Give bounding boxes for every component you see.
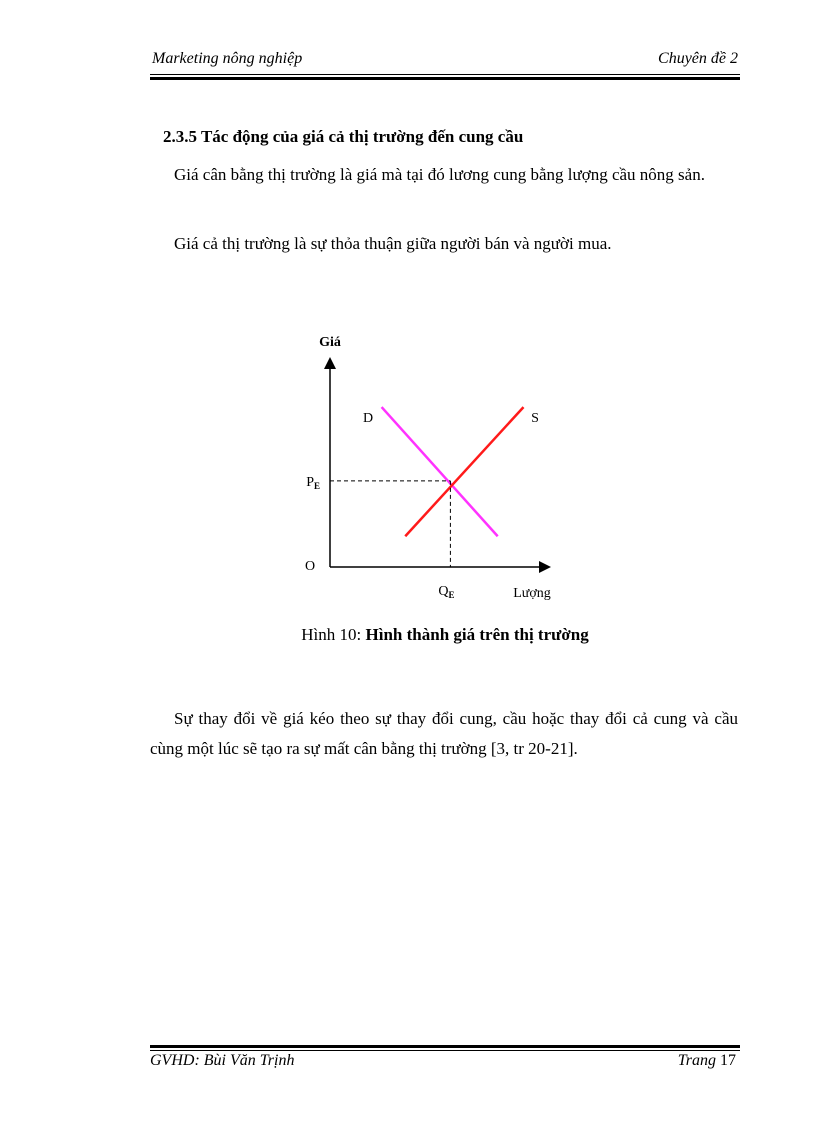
paragraph-market-price: Giá cả thị trường là sự thỏa thuận giữa người bán và người mua. [174, 234, 612, 253]
supply-demand-chart [290, 320, 570, 610]
equilibrium-quantity-label: $Q_E$ [438, 584, 455, 600]
caption-prefix: Hình 10: [301, 625, 366, 644]
header-title: Marketing nông nghiệp [152, 50, 303, 67]
page-footer [150, 1052, 736, 1070]
origin-label: O [304, 559, 316, 574]
supply-line [405, 407, 523, 536]
paragraph-equilibrium: Giá cân bằng thị trường là giá mà tại đó lương cung bằng lượng cầu nông sản. [174, 165, 705, 184]
page-header [152, 50, 738, 68]
header-rule-thick [150, 77, 740, 80]
page-number: 17 [720, 1052, 736, 1069]
x-axis-label: Lượng [513, 586, 551, 601]
footer-rule-thick [150, 1045, 740, 1048]
footer-rule-thin [150, 1050, 740, 1051]
figure-caption [300, 623, 590, 647]
section-heading: 2.3.5 Tác động của giá cả thị trường đến cung cầu [163, 127, 524, 146]
y-axis-label: Giá [319, 335, 341, 350]
footer-page [678, 1052, 736, 1070]
demand-line [382, 407, 498, 536]
footer-supervisor: GVHD: Bùi Văn Trịnh [150, 1052, 295, 1069]
header-rule-thin [150, 74, 740, 75]
header-chapter: Chuyên đề 2 [658, 50, 738, 67]
supply-label: S [531, 411, 539, 426]
paragraph-price-change: Sự thay đổi về giá kéo theo sự thay đổi cung, cầu hoặc thay đổi cả cung và cầu cùng một lúc sẽ tạo ra sự mất cân bằng thị trường [3, tr 20-21]. [150, 709, 738, 758]
demand-label: D [362, 411, 374, 426]
equilibrium-price-label: $P_E$ [306, 474, 320, 491]
caption-title: Hình thành giá trên thị trường [365, 625, 589, 644]
footer-page-label: Trang [677, 1052, 720, 1069]
